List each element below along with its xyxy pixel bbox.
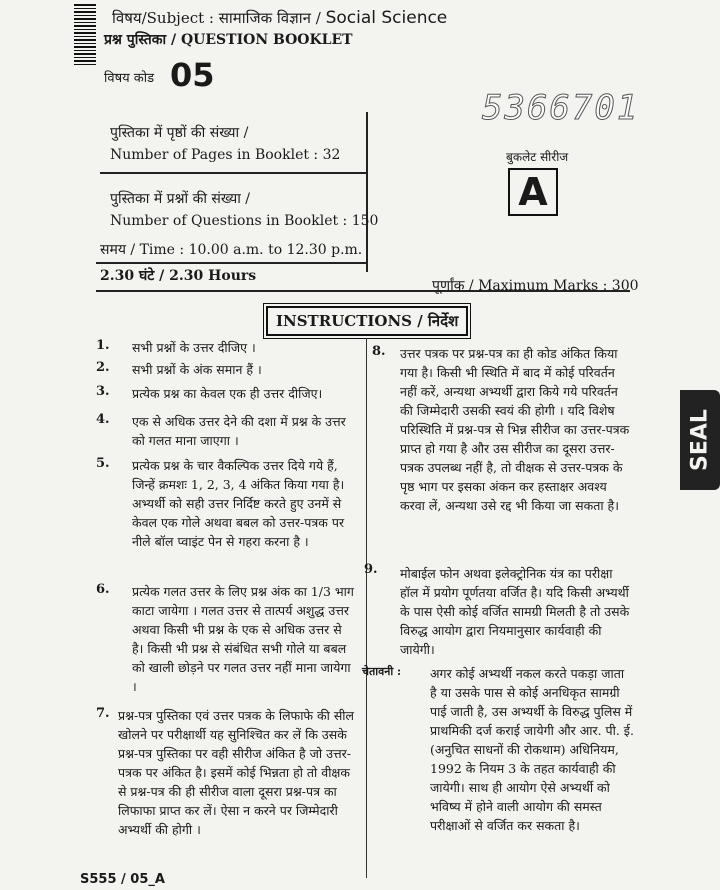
instruction-text: सभी प्रश्नों के उत्तर दीजिए । xyxy=(132,340,256,355)
divider xyxy=(100,172,368,174)
pages-info xyxy=(110,122,340,166)
subject-english: Social Science xyxy=(325,8,448,28)
instruction-text: प्रत्येक गलत उत्तर के लिए प्रश्न अंक का 1/3 भाग काटा जायेगा । गलत उत्तर से तात्पर्य अशुद्ध उत्तर अथवा किसी भी प्रश्न के एक से अधिक उत्तर से है। किसी भी प्रश्न से संबंधित सभी गोले या बबल को खाली छोड़ने पर गलत उत्तर नहीं माना जायेगा । xyxy=(132,584,354,694)
column-divider xyxy=(366,338,367,878)
instruction-number: 1. xyxy=(96,338,110,353)
warning-text: अगर कोई अभ्यर्थी नकल करते पकड़ा जाता है या उसके पास से कोई अनधिकृत सामग्री पाई जाती है, उस अभ्यर्थी के विरुद्ध पुलिस में प्राथमिकी दर्ज कराई जायेगी और आर. पी. ई. (अनुचित साधनों की रोकथाम) अधिनियम, 1992 के नियम 3 के तहत कार्यवाही की जायेगी। साथ ही आयोग ऐसे अभ्यर्थी को भविष्य में होने वाली आयोग की समस्त परीक्षाओं से वर्जित कर सकता है। xyxy=(430,666,634,833)
subject-hindi: विषय/Subject : सामाजिक विज्ञान / xyxy=(112,9,326,27)
subject-code-label: विषय कोड xyxy=(104,71,155,86)
instruction-number: 2. xyxy=(96,360,110,375)
instruction-number: 5. xyxy=(96,456,110,471)
instruction-text: प्रत्येक प्रश्न के चार वैकल्पिक उत्तर दिये गये हैं, जिन्हें क्रमशः 1, 2, 3, 4 अंकित किया गया है। अभ्यर्थी को सही उत्तर निर्दिष्ट करते हुए उनमें से केवल एक गोले अथवा बबल को उत्तर-पत्रक पर नीले बॉल प्वाइंट पेन से गहरा करना है । xyxy=(132,458,345,549)
instruction-text: उत्तर पत्रक पर प्रश्न-पत्र का ही कोड अंकित किया गया है। किसी भी स्थिति में बाद में कोई परिवर्तन नहीं करें, अन्यथा अभ्यर्थी द्वारा किये गये परिवर्तन की जिम्मेदारी उसकी स्वयं की होगी । यदि विशेष परिस्थिति में प्रश्न-पत्र से भिन्न सीरीज का उत्तर-पत्रक प्राप्त हो गया है और उस सीरीज का दूसरा उत्तर-पत्रक उपलब्ध नहीं है, तो वीक्षक से उत्तर-पत्रक के पृष्ठ भाग पर इसका अंकन कर हस्ताक्षर अवश्य करवा लें, अन्यथा उसे रद्द भी किया जा सकता है। xyxy=(400,346,630,513)
instruction-text: एक से अधिक उत्तर देने की दशा में प्रश्न के उत्तर को गलत माना जाएगा । xyxy=(132,414,346,448)
instruction-number: 7. xyxy=(96,706,110,721)
instruction-number: 9. xyxy=(364,562,378,577)
instruction-number: 6. xyxy=(96,582,110,597)
series-value: A xyxy=(508,168,558,216)
instruction-number: 8. xyxy=(372,344,386,359)
pages-english: Number of Pages in Booklet : 32 xyxy=(110,147,341,163)
questions-hindi: पुस्तिका में प्रश्नों की संख्या / xyxy=(110,191,250,207)
warning-label: चेतावनी : xyxy=(362,665,402,678)
questions-info xyxy=(110,188,378,232)
instructions-title: INSTRUCTIONS / निर्देश xyxy=(266,306,468,336)
instruction-number: 3. xyxy=(96,384,110,399)
instruction-text: प्रत्येक प्रश्न का केवल एक ही उत्तर दीजिए। xyxy=(132,386,323,401)
divider xyxy=(96,262,368,264)
instruction-text: मोबाईल फोन अथवा इलेक्ट्रोनिक यंत्र का परीक्षा हॉल में प्रयोग पूर्णतया वर्जित है। यदि किसी अभ्यर्थी के पास ऐसी कोई वर्जित सामग्री मिलती है तो उसके विरुद्ध आयोग द्वारा नियमानुसार कार्यवाही की जायेगी। xyxy=(400,566,630,657)
series-label: बुकलेट सीरीज xyxy=(506,150,569,164)
instruction-number: 4. xyxy=(96,412,110,427)
serial-number: 5366701 xyxy=(482,88,640,128)
instruction-text: प्रश्न-पत्र पुस्तिका एवं उत्तर पत्रक के लिफाफे की सील खोलने पर परीक्षार्थी यह सुनिश्चित कर लें कि उसके प्रश्न-पत्र पुस्तिका पर वही सीरीज अंकित है जो उत्तर-पत्रक पर अंकित है। इसमें कोई भिन्नता हो तो वीक्षक से प्रश्न-पत्र की ही सीरीज वाला दूसरा प्रश्न-पत्र का लिफाफा प्राप्त कर लें। ऐसा न करने पर जिम्मेदारी अभ्यर्थी की होगी । xyxy=(118,708,355,837)
subject-code-value: 05 xyxy=(170,56,215,94)
subject-line xyxy=(112,8,447,28)
booklet-label: प्रश्न पुस्तिका / QUESTION BOOKLET xyxy=(104,32,353,48)
seal-tab: SEAL xyxy=(680,390,720,490)
questions-english: Number of Questions in Booklet : 150 xyxy=(110,213,379,229)
maximum-marks: पूर्णांक / Maximum Marks : 300 xyxy=(432,278,639,294)
barcode xyxy=(74,4,96,66)
footer-code: S555 / 05_A xyxy=(80,872,165,887)
duration: 2.30 घंटे / 2.30 Hours xyxy=(100,268,257,284)
pages-hindi: पुस्तिका में पृष्ठों की संख्या / xyxy=(110,125,249,141)
time-info: समय / Time : 10.00 a.m. to 12.30 p.m. xyxy=(100,242,363,258)
instruction-text: सभी प्रश्नों के अंक समान हैं । xyxy=(132,362,262,377)
